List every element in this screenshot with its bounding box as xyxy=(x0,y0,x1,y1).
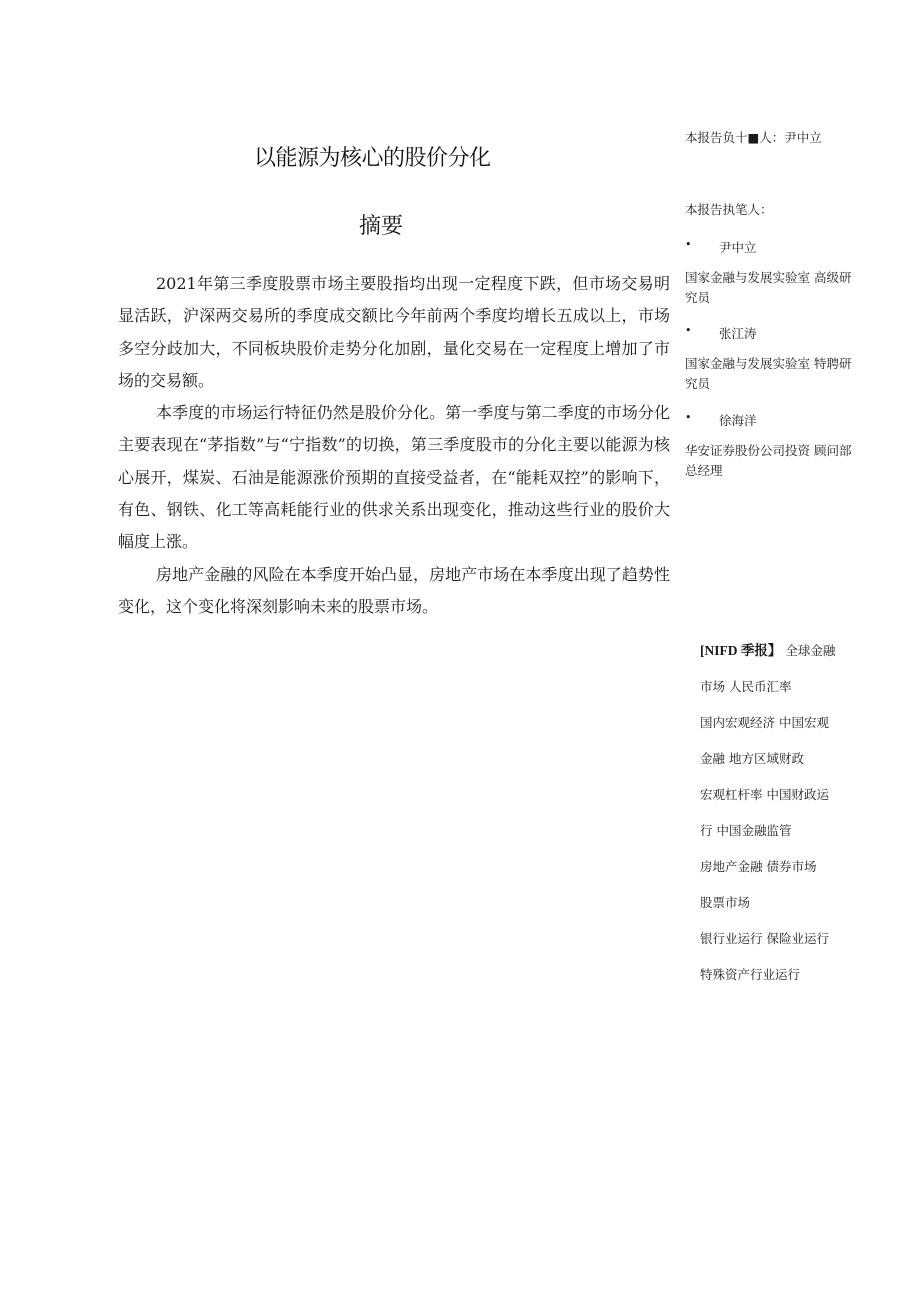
author-name: 徐海洋 xyxy=(719,413,757,428)
bullet-icon: • xyxy=(685,324,692,337)
author-name: 张江涛 xyxy=(719,326,757,341)
author-name: 尹中立 xyxy=(719,240,757,255)
author-entry xyxy=(685,411,855,481)
tag-line xyxy=(700,633,840,705)
tag-line: 银行业运行 保险业运行 xyxy=(700,931,829,946)
report-title: 以能源为核心的股价分化 xyxy=(254,146,491,171)
tag-line: 国内宏观经济 中国宏观金融 地方区域财政 xyxy=(700,715,829,766)
abstract-body xyxy=(118,268,670,623)
author-entry xyxy=(685,238,855,308)
responsible-person: 本报告负十■人：尹中立 xyxy=(685,130,822,145)
tag-line: 股票市场 xyxy=(700,895,751,910)
tag-line: 宏观杠杆率 中国财政运行 中国金融监管 xyxy=(700,787,829,838)
tag-line: 特殊资产行业运行 xyxy=(700,967,801,982)
tag-line: 房地产金融 债券市场 xyxy=(700,859,817,874)
abstract-heading: 摘要 xyxy=(359,214,404,239)
author-entry xyxy=(685,324,855,394)
author-title: 国家金融与发展实验室 特聘研究员 xyxy=(685,356,852,391)
bullet-icon: • xyxy=(685,238,692,251)
abstract-paragraph: 本季度的市场运行特征仍然是股价分化。第一季度与第二季度的市场分化主要表现在“茅指数”与“宁指数”的切换，第三季度股市的分化主要以能源为核心展开，煤炭、石油是能源涨价预期的直接受益者，在“能耗双控”的影响下，有色、钢铁、化工等高耗能行业的供求关系出现变化，推动这些行业的股价大幅度上涨。 xyxy=(118,403,670,552)
bullet-icon: • xyxy=(685,411,692,424)
author-title: 华安证券股份公司投资 顾问部总经理 xyxy=(685,443,852,478)
writers-label: 本报告执笔人： xyxy=(685,202,773,217)
author-title: 国家金融与发展实验室 高级研究员 xyxy=(685,270,852,305)
tag-text: 全球金融市场 人民币汇率 xyxy=(700,643,836,694)
report-tags xyxy=(700,633,840,993)
tag-head: [NIFD 季报】 xyxy=(700,643,782,658)
abstract-paragraph: 房地产金融的风险在本季度开始凸显，房地产市场在本季度出现了趋势性变化，这个变化将深刻影响未来的股票市场。 xyxy=(118,564,670,616)
abstract-paragraph: 2021年第三季度股票市场主要股指均出现一定程度下跌，但市场交易明显活跃，沪深两交易所的季度成交额比今年前两个季度均增长五成以上，市场多空分歧加大，不同板块股价走势分化加剧，量化交易在一定程度上增加了市场的交易额。 xyxy=(118,274,670,390)
